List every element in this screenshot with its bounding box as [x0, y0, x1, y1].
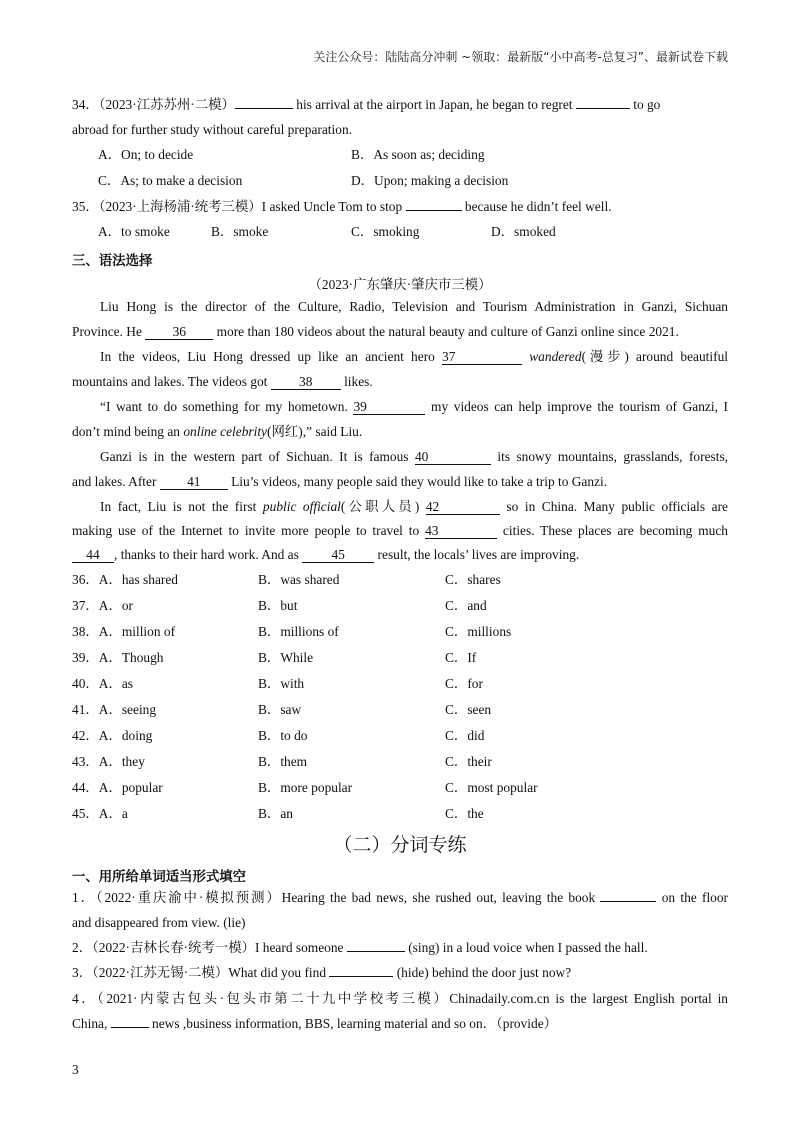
passage-line: making use of the Internet to invite more people to travel to 43 cities. These places are becoming much	[72, 523, 728, 538]
q34-option-c: C．As; to make a decision	[98, 173, 243, 188]
question-34-line-2: abroad for further study without careful preparation.	[72, 122, 352, 137]
question-2: 2．（2022·吉林长春·统考一模）I heard someone (sing) in a loud voice when I passed the hall.	[72, 940, 648, 955]
passage-line: 44 , thanks to their hard work. And as 45 result, the locals’ lives are improving.	[72, 546, 728, 564]
answer-blank	[329, 976, 393, 977]
choice-c: C．millions	[445, 624, 512, 639]
gap-40: 40	[415, 450, 491, 465]
answer-blank	[600, 901, 656, 902]
choice-b: B．them	[258, 754, 308, 769]
choice-a: 44．A．popular	[72, 780, 163, 795]
choice-a: 38．A．million of	[72, 624, 176, 639]
choice-b: B．was shared	[258, 572, 340, 587]
choice-a: 41．A．seeing	[72, 702, 157, 717]
choice-c: C．seen	[445, 702, 492, 717]
gap-39: 39	[353, 400, 425, 415]
choice-c: C．shares	[445, 572, 501, 587]
choice-c: C．most popular	[445, 780, 538, 795]
gap-37: 37	[442, 350, 522, 365]
passage-line: “I want to do something for my hometown. 39 my videos can help improve the tourism of Ganzi, I	[100, 399, 728, 414]
passage-source: （2023·广东肇庆·肇庆市三模）	[308, 277, 492, 292]
part-title: （二）分词专练	[333, 834, 467, 856]
choice-b: B．millions of	[258, 624, 339, 639]
answer-blank	[576, 108, 630, 109]
choice-c: C．did	[445, 728, 485, 743]
q35-option-d: D．smoked	[491, 224, 556, 239]
choice-a: 36．A．has shared	[72, 572, 178, 587]
choice-b: B．but	[258, 598, 298, 613]
question-35: 35．（2023·上海杨浦·统考三模）I asked Uncle Tom to stop because he didn’t feel well.	[72, 199, 612, 214]
choice-c: C．their	[445, 754, 492, 769]
gap-42: 42	[426, 500, 500, 515]
q34-option-d: D．Upon; making a decision	[351, 173, 509, 188]
choice-b: B．While	[258, 650, 314, 665]
choice-b: B．with	[258, 676, 305, 691]
question-4-line-2: China, news ,business information, BBS, learning material and so on．（provide）	[72, 1016, 558, 1031]
gap-36: 36	[145, 325, 213, 340]
gap-41: 41	[160, 475, 228, 490]
passage-line: and lakes. After 41 Liu’s videos, many people said they would like to take a trip to Ganzi.	[72, 474, 608, 489]
gap-43: 43	[425, 524, 497, 539]
choice-b: B．to do	[258, 728, 308, 743]
passage-line: In the videos, Liu Hong dressed up like an ancient hero 37 wandered(漫步) around beautiful	[100, 349, 728, 364]
choice-a: 42．A．doing	[72, 728, 153, 743]
q34-option-b: B．As soon as; deciding	[351, 147, 485, 162]
answer-blank	[235, 108, 293, 109]
question-1-line-1: 1．（2022·重庆渝中·模拟预测）Hearing the bad news, she rushed out, leaving the book on the floor	[72, 890, 729, 905]
choice-a: 43．A．they	[72, 754, 145, 769]
choice-b: B．an	[258, 806, 293, 821]
passage-line: Province. He 36 more than 180 videos about the natural beauty and culture of Ganzi online since 2021.	[72, 324, 679, 339]
gap-44: 44	[72, 548, 114, 563]
section-heading-grammar: 三、语法选择	[72, 254, 153, 269]
page-number: 3	[72, 1062, 79, 1077]
question-3: 3．（2022·江苏无锡·二模）What did you find (hide) behind the door just now?	[72, 965, 572, 980]
choice-c: C．and	[445, 598, 487, 613]
choice-a: 39．A．Though	[72, 650, 164, 665]
passage-line: Ganzi is in the western part of Sichuan. It is famous 40 its snowy mountains, grasslands, forests,	[100, 449, 728, 464]
passage-line: In fact, Liu is not the first public official(公职人员) 42 so in China. Many public officials are	[100, 499, 728, 514]
page-header: 关注公众号：陆陆高分冲刺 ~领取：最新版“小中高考-总复习”、最新试卷下载	[313, 50, 728, 64]
question-34-line-1: 34．（2023·江苏苏州·二模） his arrival at the airport in Japan, he began to regret to go	[72, 97, 661, 112]
answer-blank	[111, 1027, 149, 1028]
passage-line: don’t mind being an online celebrity(网红),” said Liu.	[72, 424, 363, 439]
choice-b: B．more popular	[258, 780, 353, 795]
passage-line: mountains and lakes. The videos got 38 likes.	[72, 374, 373, 389]
choice-a: 45．A．a	[72, 806, 128, 821]
choice-c: C．If	[445, 650, 477, 665]
q35-option-a: A．to smoke	[98, 224, 170, 239]
q35-option-c: C．smoking	[351, 224, 420, 239]
choice-b: B．saw	[258, 702, 302, 717]
choice-c: C．for	[445, 676, 483, 691]
choice-c: C．the	[445, 806, 484, 821]
q34-option-a: A．On; to decide	[98, 147, 194, 162]
choice-a: 40．A．as	[72, 676, 133, 691]
q35-option-b: B．smoke	[211, 224, 269, 239]
gap-38: 38	[271, 375, 341, 390]
question-4-line-1: 4．（2021·内蒙古包头·包头市第二十九中学校考三模）Chinadaily.com.cn is the largest English portal in	[72, 991, 728, 1006]
answer-blank	[406, 210, 462, 211]
passage-line: Liu Hong is the director of the Culture, Radio, Television and Tourism Administration in Ganzi, Sichuan	[100, 299, 728, 314]
answer-blank	[347, 951, 405, 952]
question-1-line-2: and disappeared from view. (lie)	[72, 915, 246, 930]
choice-a: 37．A．or	[72, 598, 133, 613]
section-heading-fill-in: 一、用所给单词适当形式填空	[72, 870, 247, 885]
gap-45: 45	[302, 548, 374, 563]
